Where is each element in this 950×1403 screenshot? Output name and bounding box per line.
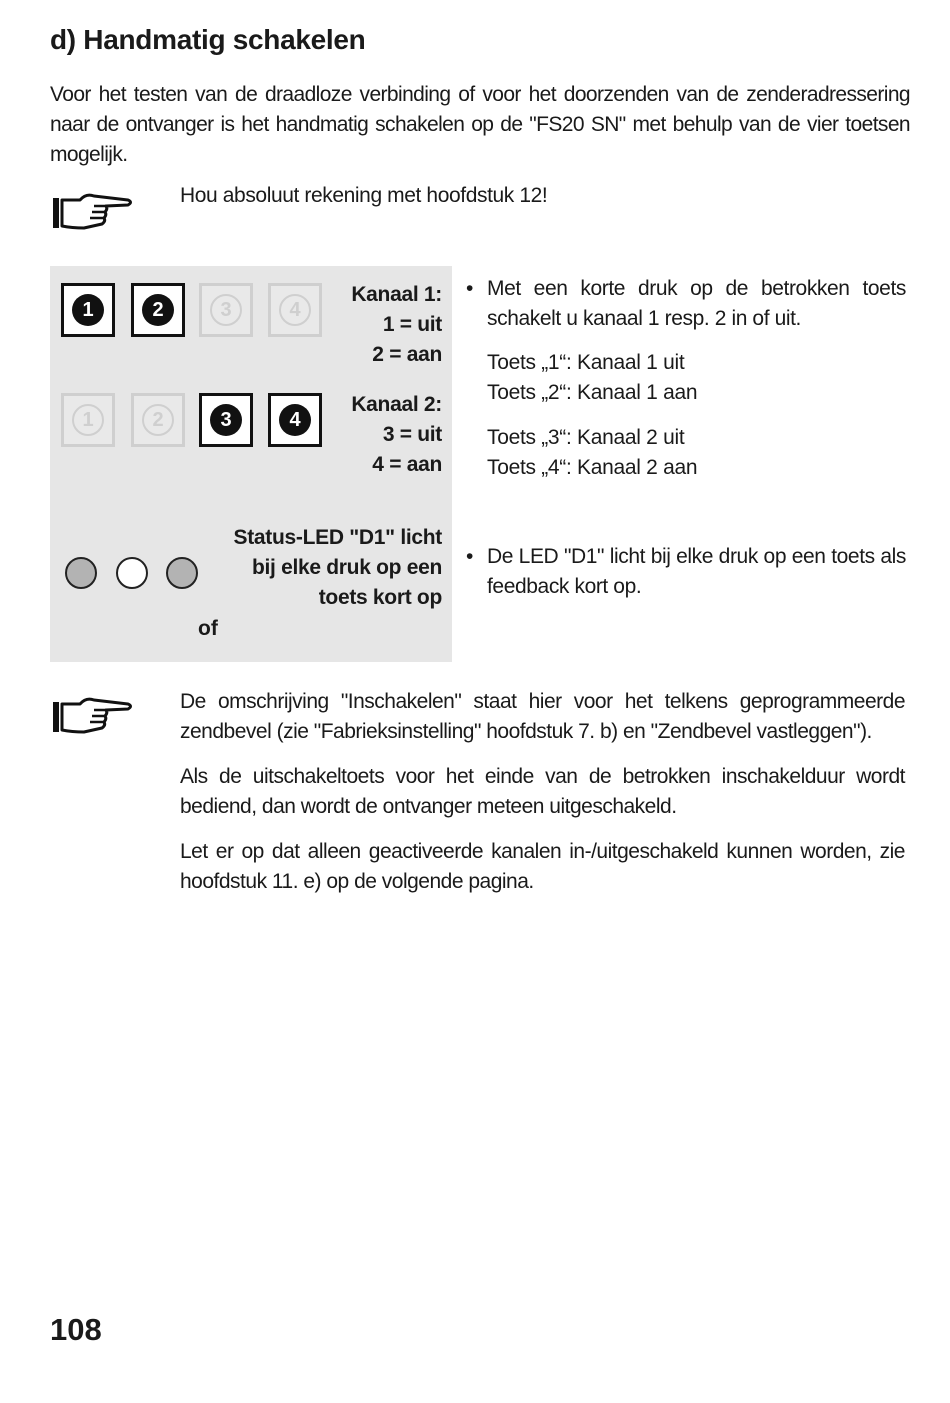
channel-1-legend	[351, 280, 442, 370]
bullet-dot: •	[466, 545, 473, 568]
key-2-label: 2	[142, 404, 174, 436]
key-2-inactive	[131, 393, 185, 447]
key-4-active	[268, 393, 322, 447]
key-3-active	[199, 393, 253, 447]
key-2-description: Toets „2“: Kanaal 1 aan	[487, 381, 698, 404]
channel-2-legend	[351, 390, 442, 480]
bullet-keys-text: Met een korte druk op de betrokken toets schakelt u kanaal 1 resp. 2 in of uit.	[487, 277, 906, 330]
bullet-keys	[466, 274, 906, 334]
key-3-label: 3	[210, 404, 242, 436]
channel-1-on: 2 = aan	[372, 343, 442, 366]
status-line-2: bij elke druk op een	[251, 556, 442, 579]
led-d1-white	[116, 557, 148, 589]
status-line-3: toets kort op	[318, 586, 442, 609]
key-1-active	[61, 283, 115, 337]
section-heading: d) Handmatig schakelen	[50, 24, 366, 55]
channel-2-title: Kanaal 2:	[351, 393, 442, 416]
channel-1-keys-list	[487, 348, 697, 408]
bullet-led-text: De LED "D1" licht bij elke druk op een toets als feedback kort op.	[487, 545, 906, 598]
note-inschakelen: De omschrijving "Inschakelen" staat hier voor het telkens geprogrammeerde zendbevel (zie "Fabrieksinstelling" hoofdstuk 7. b) en "Zendbevel vastleggen").	[180, 690, 905, 743]
channel-2-off: 3 = uit	[382, 423, 442, 446]
note-uitschakeltoets: Als de uitschakeltoets voor het einde van de betrokken inschakelduur wordt bediend, dan wordt de ontvanger meteen uitgeschakeld.	[180, 765, 905, 818]
bullet-dot: •	[466, 277, 473, 300]
key-2-label: 2	[142, 294, 174, 326]
page-number: 108	[50, 1312, 102, 1347]
key-3-inactive	[199, 283, 253, 337]
key-4-label: 4	[279, 404, 311, 436]
key-3-label: 3	[210, 294, 242, 326]
key-1-label: 1	[72, 294, 104, 326]
channel-1-off: 1 = uit	[382, 313, 442, 336]
led-gray-left	[65, 557, 97, 589]
pointing-hand-icon	[50, 188, 134, 232]
intro-paragraph: Voor het testen van de draadloze verbinding of voor het doorzenden van de zenderadressering naar de ontvanger is het handmatig schakelen op de "FS20 SN" met behulp van de vier toetsen mogelijk.	[50, 83, 910, 166]
key-1-description: Toets „1“: Kanaal 1 uit	[487, 351, 685, 374]
note-geactiveerde-kanalen: Let er op dat alleen geactiveerde kanalen in-/uitgeschakeld kunnen worden, zie hoofdstuk 11. e) op de volgende pagina.	[180, 840, 905, 893]
led-gray-right	[166, 557, 198, 589]
or-label: of	[198, 617, 218, 640]
key-1-inactive	[61, 393, 115, 447]
status-led-legend	[234, 523, 442, 613]
note-chapter-12: Hou absoluut rekening met hoofdstuk 12!	[180, 184, 548, 207]
channel-1-title: Kanaal 1:	[351, 283, 442, 306]
bullet-led	[466, 542, 906, 602]
key-3-description: Toets „3“: Kanaal 2 uit	[487, 426, 685, 449]
key-1-label: 1	[72, 404, 104, 436]
key-2-active	[131, 283, 185, 337]
keys-illustration-panel	[50, 266, 452, 662]
channel-2-on: 4 = aan	[372, 453, 442, 476]
key-4-label: 4	[279, 294, 311, 326]
status-line-1: Status-LED "D1" licht	[233, 526, 442, 549]
channel-2-keys-list	[487, 423, 697, 483]
key-4-inactive	[268, 283, 322, 337]
key-4-description: Toets „4“: Kanaal 2 aan	[487, 456, 698, 479]
pointing-hand-icon	[50, 692, 134, 736]
